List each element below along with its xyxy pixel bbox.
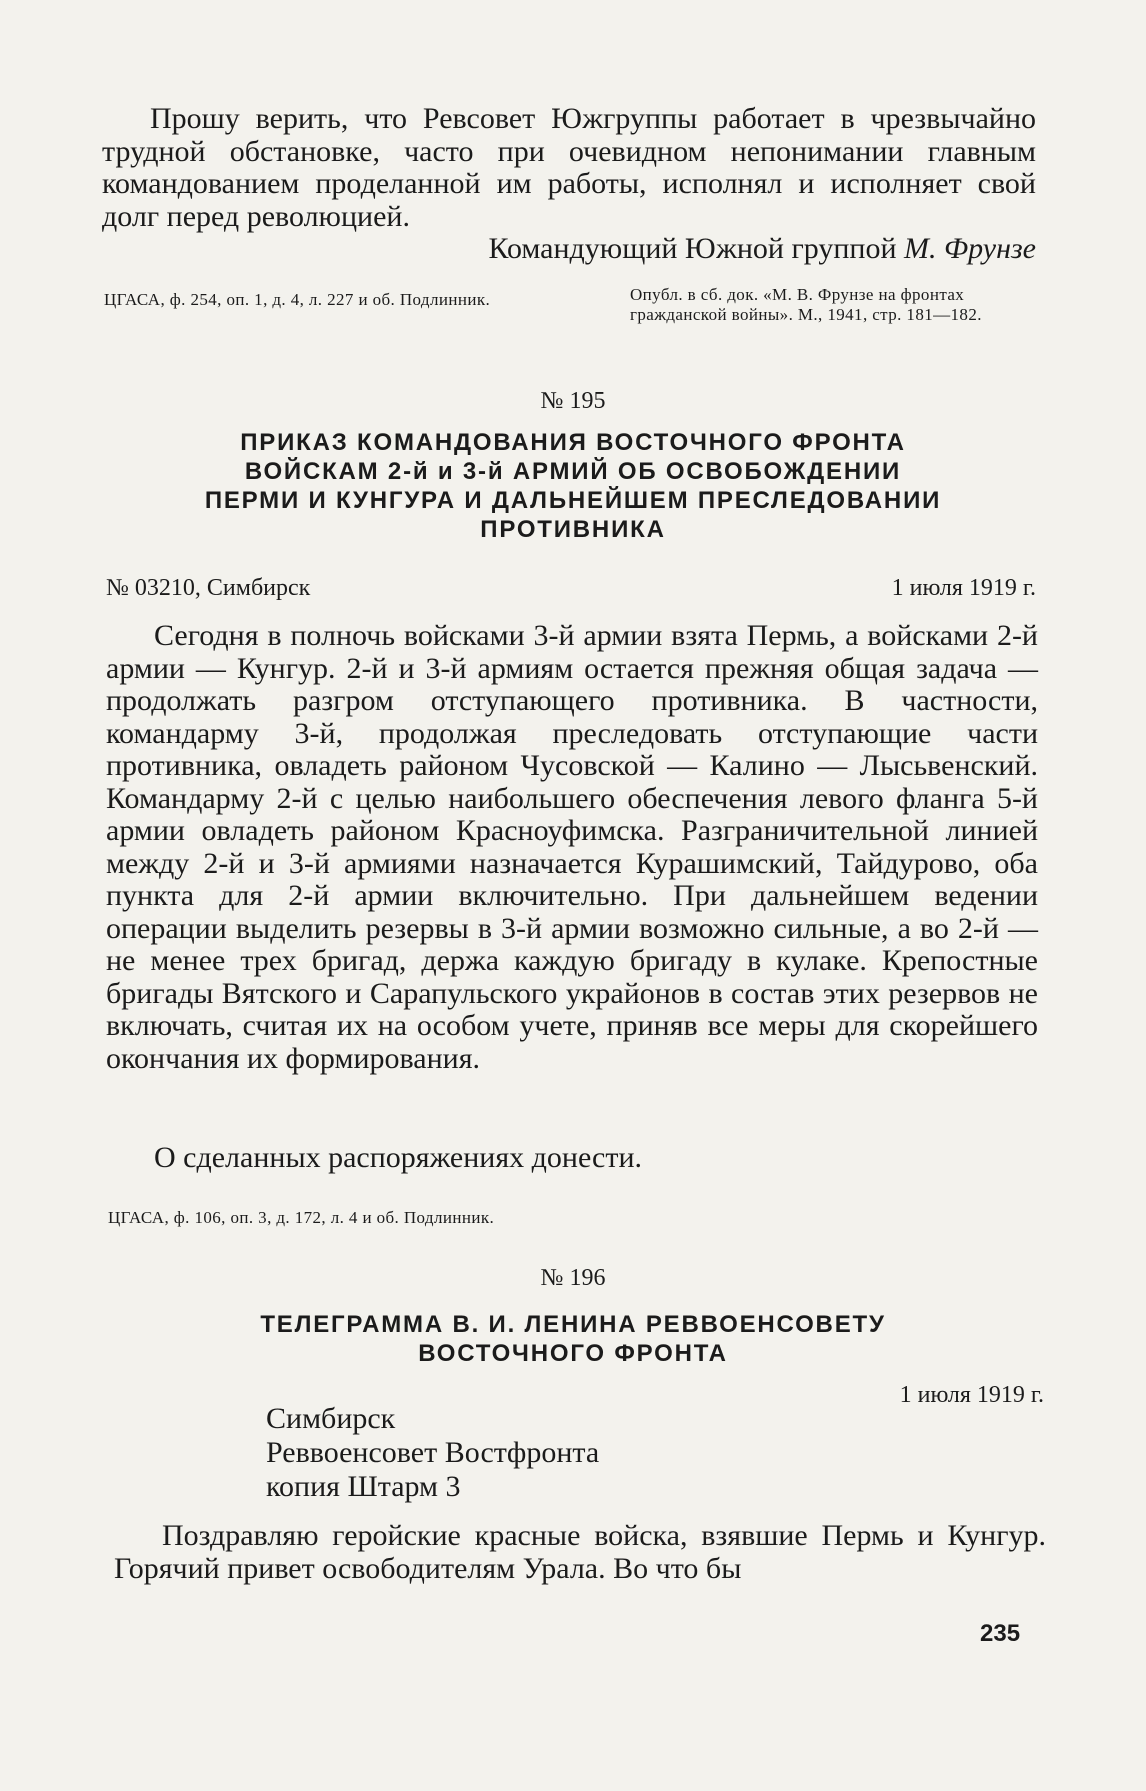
doc-196-title (110, 1310, 1036, 1368)
doc-196-paragraph: Поздравляю геройские красные войска, взявшие Пермь и Кунгур. Горячий привет освободителям Урала. Во что бы (114, 1519, 1046, 1585)
doc-195-archive-ref: ЦГАСА, ф. 106, оп. 3, д. 172, л. 4 и об. Подлинник. (108, 1208, 495, 1227)
doc-196-date: 1 июля 1919 г. (899, 1382, 1044, 1408)
doc-195-reference: № 03210, Симбирск (106, 575, 311, 601)
signature-name: М. Фрунзе (904, 232, 1036, 265)
doc-195-closing: О сделанных распоряжениях донести. (154, 1141, 643, 1174)
doc-196-number: № 196 (540, 1265, 606, 1291)
doc-195-number: № 195 (540, 388, 606, 414)
prev-doc-publication-ref: Опубл. в сб. док. «М. В. Фрунзе на фронтах гражданской войны». М., 1941, стр. 181—182. (630, 285, 982, 324)
doc-196-title-line: ВОСТОЧНОГО ФРОНТА (418, 1340, 728, 1367)
doc-195-title-line: ПРОТИВНИКА (480, 516, 666, 543)
address-line: Симбирск (266, 1402, 396, 1435)
signature-title: Командующий Южной группой (488, 232, 897, 265)
doc-195-title-line: ПРИКАЗ КОМАНДОВАНИЯ ВОСТОЧНОГО ФРОНТА (240, 429, 906, 456)
address-line: Реввоенсовет Востфронта (266, 1436, 600, 1469)
prev-doc-archive-ref: ЦГАСА, ф. 254, оп. 1, д. 4, л. 227 и об. Подлинник. (104, 290, 491, 309)
doc-196-address (266, 1402, 599, 1504)
address-line: копия Штарм 3 (266, 1470, 461, 1503)
prev-doc-signature (200, 232, 1036, 266)
doc-195-title-line: ВОЙСКАМ 2-й и 3-й АРМИЙ ОБ ОСВОБОЖДЕНИИ (244, 458, 902, 485)
doc-196-title-line: ТЕЛЕГРАММА В. И. ЛЕНИНА РЕВВОЕНСОВЕТУ (260, 1311, 886, 1338)
doc-195-paragraph: Сегодня в полночь войсками 3-й армии взята Пермь, а войсками 2-й армии — Кунгур. 2-й и 3-й армиям остается прежняя общая задача — продолжать разгром отступающего противника. В частности, командарму 3-й, продолжая преследовать отступающие части противника, овладеть районом Чусовской — Калино — Лысьвенский. Командарму 2-й с целью наибольшего обеспечения левого фланга 5-й армии овладеть районом Красноуфимска. Разграничительной линией между 2-й и 3-й армиями назначается Курашимский, Тайдурово, оба пункта для 2-й армии включительно. При дальнейшем ведении операции выделить резервы в 3-й армии возможно сильные, а во 2-й — не менее трех бригад, держа каждую бригаду в кулаке. Крепостные бригады Вятского и Сарапульского украйонов в состав этих резервов не включать, считая их на особом учете, приняв все меры для скорейшего окончания их формирования. (106, 619, 1038, 1075)
doc-195-title (110, 428, 1036, 544)
page-number: 235 (980, 1620, 1021, 1647)
doc-195-title-line: ПЕРМИ И КУНГУРА И ДАЛЬНЕЙШЕМ ПРЕСЛЕДОВАНИИ (204, 487, 942, 514)
doc-195-date: 1 июля 1919 г. (891, 575, 1036, 601)
prev-doc-paragraph: Прошу верить, что Ревсовет Южгруппы работает в чрезвычайно трудной обстановке, часто при очевидном непонимании главным командованием проделанной им работы, исполнял и исполняет свой долг перед революцией. (102, 102, 1036, 233)
